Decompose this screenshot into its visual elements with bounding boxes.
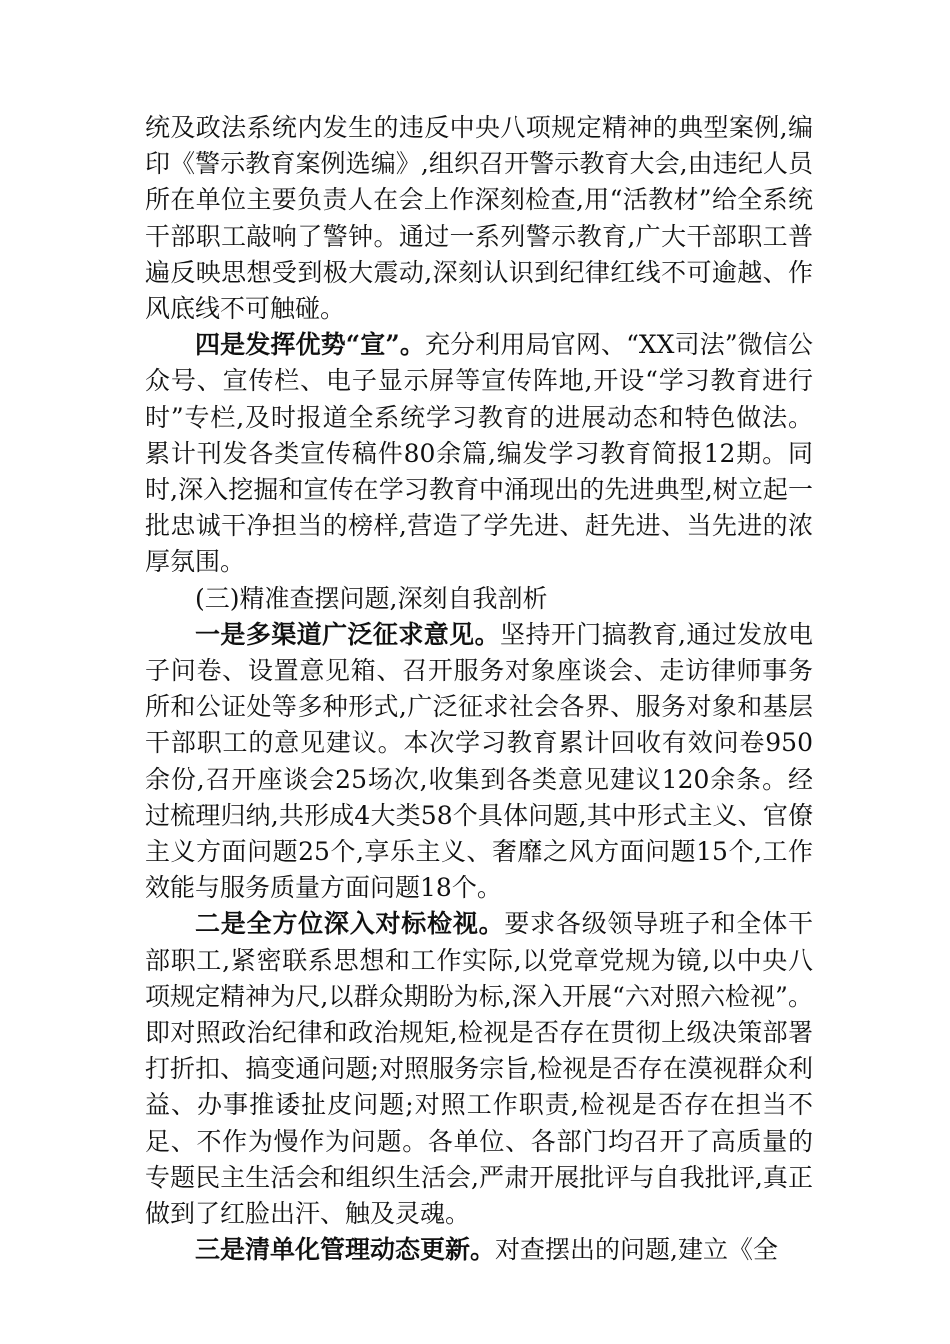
paragraph-1: 统及政法系统内发生的违反中央八项规定精神的典型案例,编印《警示教育案例选编》,组织召开警示教育大会,由违纪人员所在单位主要负责人在会上作深刻检查,用“活教材”给全系统干部职工敲响了警钟。通过一系列警示教育,广大干部职工普遍反映思想受到极大震动,深刻认识到纪律红线不可逾越、作风底线不可触碰。 (145, 113, 813, 324)
section-heading: (三)精准查摆问题,深刻自我剖析 (195, 583, 548, 613)
paragraph-3-lead: 一是多渠道广泛征求意见。 (195, 619, 501, 649)
paragraph-2-lead: 四是发挥优势“宣”。 (195, 330, 426, 360)
paragraph-4-body: 要求各级领导班子和全体干部职工,紧密联系思想和工作实际,以党章党规为镜,以中央八项规定精神为尺,以群众期盼为标,深入开展“六对照六检视”。即对照政治纪律和政治规矩,检视是否存在贯彻上级决策部署打折扣、搞变通问题;对照服务宗旨,检视是否存在漠视群众利益、办事推诿扯皮问题;对照工作职责,检视是否存在担当不足、不作为慢作为问题。各单位、各部门均召开了高质量的专题民主生活会和组织生活会,严肃开展批评与自我批评,真正做到了红脸出汗、触及灵魂。 (145, 909, 813, 1229)
paragraph-4-lead: 二是全方位深入对标检视。 (195, 909, 505, 939)
paragraph-5-body: 对查摆出的问题,建立《全 (495, 1235, 778, 1265)
paragraph-3-body: 坚持开门搞教育,通过发放电子问卷、设置意见箱、召开服务对象座谈会、走访律师事务所和公证处等多种形式,广泛征求社会各界、服务对象和基层干部职工的意见建议。本次学习教育累计回收有效问卷950余份,召开座谈会25场次,收集到各类意见建议120余条。经过梳理归纳,共形成4大类58个具体问题,其中形式主义、官僚主义方面问题25个,享乐主义、奢靡之风方面问题15个,工作效能与服务质量方面问题18个。 (145, 619, 813, 903)
paragraph-5-lead: 三是清单化管理动态更新。 (195, 1235, 496, 1265)
paragraph-2-body: 充分利用局官网、“XX司法”微信公众号、宣传栏、电子显示屏等宣传阵地,开设“学习教育进行时”专栏,及时报道全系统学习教育的进展动态和特色做法。累计刊发各类宣传稿件80余篇,编发学习教育简报12期。同时,深入挖掘和宣传在学习教育中涌现出的先进典型,树立起一批忠诚干净担当的榜样,营造了学先进、赶先进、当先进的浓厚氛围。 (145, 330, 813, 577)
paragraph-3 (145, 617, 813, 907)
paragraph-4 (145, 906, 813, 1232)
paragraph-5 (145, 1232, 813, 1268)
document-body (145, 110, 813, 1269)
paragraph-2 (145, 327, 813, 580)
